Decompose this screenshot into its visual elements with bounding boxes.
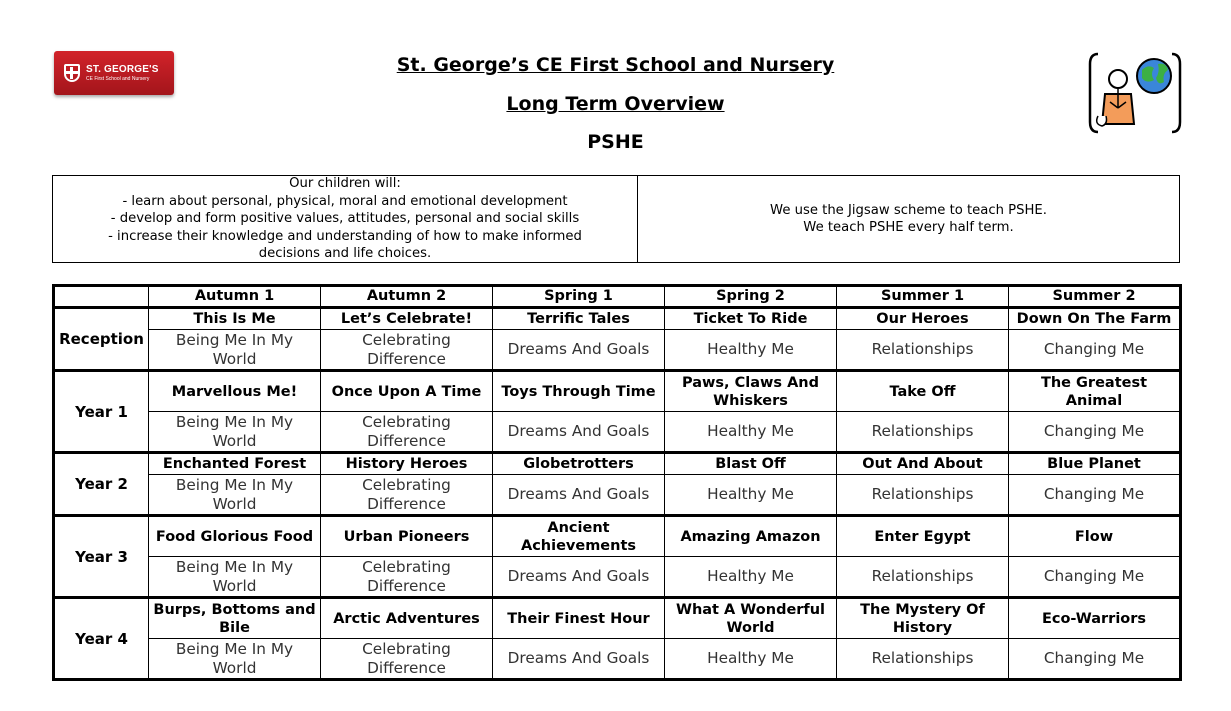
table-row (54, 330, 1181, 371)
table-row (54, 475, 1181, 516)
unit-cell: Dreams And Goals (493, 639, 665, 680)
topic-cell: The Greatest Animal (1009, 371, 1181, 412)
table-row (54, 516, 1181, 557)
unit-cell: Relationships (837, 639, 1009, 680)
year-label: Year 4 (54, 598, 149, 680)
intro-aims-line: decisions and life choices. (258, 246, 432, 262)
unit-cell: Being Me In My World (149, 475, 321, 516)
unit-cell: Healthy Me (665, 475, 837, 516)
unit-cell: Healthy Me (665, 330, 837, 371)
logo-name: ST. GEORGE'S (86, 63, 159, 75)
topic-cell: Their Finest Hour (493, 598, 665, 639)
topic-cell: Food Glorious Food (149, 516, 321, 557)
topic-cell: Enter Egypt (837, 516, 1009, 557)
table-row (54, 557, 1181, 598)
unit-cell: Being Me In My World (149, 639, 321, 680)
table-row (54, 371, 1181, 412)
pshe-pictogram-icon (1088, 50, 1182, 136)
topic-cell: Let’s Celebrate! (321, 308, 493, 330)
intro-box (52, 175, 1180, 263)
topic-cell: Terrific Tales (493, 308, 665, 330)
year-label: Reception (54, 308, 149, 371)
intro-scheme-line: We teach PSHE every half term. (803, 220, 1014, 235)
unit-cell: Celebrating Difference (321, 330, 493, 371)
term-header: Spring 1 (493, 286, 665, 308)
topic-cell: The Mystery Of History (837, 598, 1009, 639)
unit-cell: Celebrating Difference (321, 557, 493, 598)
logo-subtitle: CE First School and Nursery (86, 75, 150, 82)
unit-cell: Celebrating Difference (321, 412, 493, 453)
term-header: Autumn 1 (149, 286, 321, 308)
unit-cell: Changing Me (1009, 330, 1181, 371)
topic-cell: Enchanted Forest (149, 453, 321, 475)
intro-aims-line: - develop and form positive values, attitudes, personal and social skills (110, 211, 580, 227)
table-header-row (54, 286, 1181, 308)
topic-cell: History Heroes (321, 453, 493, 475)
unit-cell: Dreams And Goals (493, 330, 665, 371)
document-title: Long Term Overview (506, 93, 725, 115)
topic-cell: Paws, Claws And Whiskers (665, 371, 837, 412)
intro-aims-line: - increase their knowledge and understanding of how to make informed (108, 228, 582, 244)
topic-cell: Urban Pioneers (321, 516, 493, 557)
year-label: Year 1 (54, 371, 149, 453)
topic-cell: Flow (1009, 516, 1181, 557)
unit-cell: Healthy Me (665, 412, 837, 453)
topic-cell: Down On The Farm (1009, 308, 1181, 330)
topic-cell: Globetrotters (493, 453, 665, 475)
term-header: Spring 2 (665, 286, 837, 308)
unit-cell: Being Me In My World (149, 330, 321, 371)
table-row (54, 453, 1181, 475)
intro-aims-line: - learn about personal, physical, moral and emotional development (122, 193, 568, 209)
topic-cell: Blue Planet (1009, 453, 1181, 475)
topic-cell: Marvellous Me! (149, 371, 321, 412)
intro-aims-line: Our children will: (289, 176, 401, 192)
year-label: Year 3 (54, 516, 149, 598)
table-row (54, 598, 1181, 639)
unit-cell: Celebrating Difference (321, 475, 493, 516)
topic-cell: Eco-Warriors (1009, 598, 1181, 639)
corner-cell (54, 286, 149, 308)
unit-cell: Dreams And Goals (493, 557, 665, 598)
term-header: Summer 1 (837, 286, 1009, 308)
unit-cell: Being Me In My World (149, 557, 321, 598)
unit-cell: Changing Me (1009, 557, 1181, 598)
table-row (54, 639, 1181, 680)
topic-cell: Ticket To Ride (665, 308, 837, 330)
intro-scheme (638, 176, 1179, 262)
topic-cell: Once Upon A Time (321, 371, 493, 412)
unit-cell: Dreams And Goals (493, 412, 665, 453)
table-row (54, 412, 1181, 453)
topic-cell: Our Heroes (837, 308, 1009, 330)
topic-cell: Amazing Amazon (665, 516, 837, 557)
term-header: Autumn 2 (321, 286, 493, 308)
table-row (54, 308, 1181, 330)
school-title: St. George’s CE First School and Nursery (396, 54, 835, 76)
term-header: Summer 2 (1009, 286, 1181, 308)
unit-cell: Relationships (837, 412, 1009, 453)
unit-cell: Changing Me (1009, 639, 1181, 680)
topic-cell: Toys Through Time (493, 371, 665, 412)
topic-cell: Out And About (837, 453, 1009, 475)
year-label: Year 2 (54, 453, 149, 516)
intro-aims (53, 176, 638, 262)
unit-cell: Healthy Me (665, 639, 837, 680)
unit-cell: Relationships (837, 475, 1009, 516)
unit-cell: Celebrating Difference (321, 639, 493, 680)
unit-cell: Healthy Me (665, 557, 837, 598)
unit-cell: Changing Me (1009, 475, 1181, 516)
topic-cell: What A Wonderful World (665, 598, 837, 639)
unit-cell: Being Me In My World (149, 412, 321, 453)
topic-cell: Arctic Adventures (321, 598, 493, 639)
unit-cell: Dreams And Goals (493, 475, 665, 516)
topic-cell: This Is Me (149, 308, 321, 330)
topic-cell: Ancient Achievements (493, 516, 665, 557)
topic-cell: Take Off (837, 371, 1009, 412)
unit-cell: Relationships (837, 557, 1009, 598)
subject-title: PSHE (587, 131, 644, 153)
overview-table (52, 284, 1182, 681)
unit-cell: Changing Me (1009, 412, 1181, 453)
unit-cell: Relationships (837, 330, 1009, 371)
intro-scheme-line: We use the Jigsaw scheme to teach PSHE. (770, 203, 1047, 218)
topic-cell: Blast Off (665, 453, 837, 475)
topic-cell: Burps, Bottoms and Bile (149, 598, 321, 639)
